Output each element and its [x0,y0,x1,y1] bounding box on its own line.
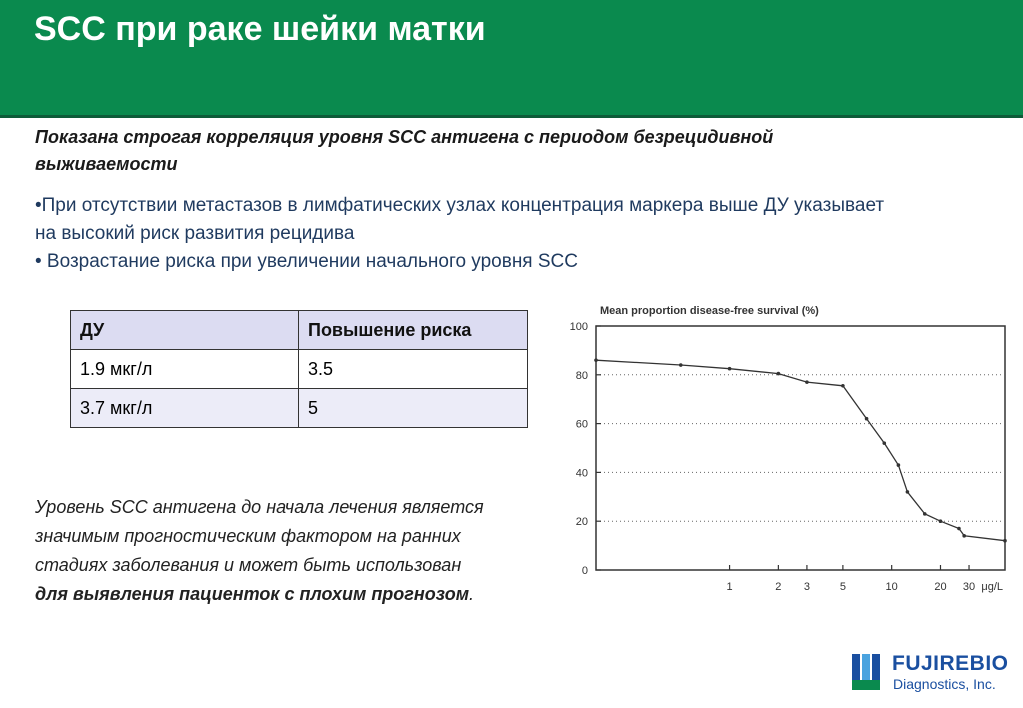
conclusion-line: Уровень SCC антигена до начала лечения является [35,497,484,517]
conclusion-text [35,493,565,609]
data-point [865,417,869,421]
series-line [596,360,1005,541]
y-tick-label: 0 [581,565,588,577]
subtitle: Показана строгая корреляция уровня SCC антигена с периодом безрецидивной выживаемости [35,127,774,174]
risk-table [70,310,528,428]
bullet-item: • Возрастание риска при увеличении начального уровня SCC [35,251,578,272]
data-point [1003,539,1007,543]
x-tick-label: 3 [803,581,810,593]
table-cell: 1.9 мкг/л [71,350,299,389]
slide-title: SCC при раке шейки матки [34,10,486,48]
table-row [71,350,528,389]
conclusion-line-final [35,580,565,609]
conclusion-line: значимым прогностическим фактором на ранних [35,526,461,546]
conclusion-line: стадиях заболевания и может быть использован [35,555,462,575]
y-tick-label: 80 [575,369,588,382]
y-tick-label: 100 [569,321,588,333]
header-divider [0,115,1023,118]
data-point [841,384,845,388]
x-tick-label: 10 [885,581,898,593]
data-point [679,363,683,367]
y-tick-label: 20 [575,516,588,529]
plot-frame [596,326,1005,570]
table-cell: 3.5 [299,350,528,389]
x-tick-label: 5 [839,581,846,593]
data-point [906,490,910,494]
y-tick-label: 60 [575,418,588,431]
fujirebio-logo [850,650,1020,698]
survival-chart [553,298,1021,603]
bullet-item: •При отсутствии метастазов в лимфатических узлах концентрация маркера выше ДУ указывает на высокий риск развития рецидива [35,195,885,244]
table-cell: 5 [299,389,528,428]
data-point [923,512,927,516]
data-point [728,367,732,371]
data-point [777,372,781,376]
table-header-cell: ДУ [71,311,299,350]
data-point [897,463,901,467]
data-point [882,441,886,445]
fujirebio-logo-icon [850,650,890,696]
logo-tagline: Diagnostics, Inc. [893,676,996,692]
bullet-list [35,192,895,276]
table-header-row [71,311,528,350]
x-tick-label: 2 [775,581,782,593]
logo-name: FUJIREBIO [892,652,1009,675]
x-tick-label: 1 [726,581,733,593]
chart-title: Mean proportion disease-free survival (%) [600,305,819,317]
y-tick-label: 40 [575,467,588,480]
table-row [71,389,528,428]
table-cell: 3.7 мкг/л [71,389,299,428]
x-tick-label: 30 [962,581,976,593]
data-point [957,527,961,531]
data-point [962,534,966,538]
x-tick-label: 20 [934,581,947,593]
conclusion-trailing: . [469,584,475,604]
x-axis-unit-label: μg/L [981,581,1003,593]
data-point [594,358,598,362]
data-point [805,380,809,384]
conclusion-bold: для выявления пациенток с плохим прогнозом [35,584,470,604]
table-header-cell: Повышение риска [299,311,528,350]
data-point [939,519,943,523]
